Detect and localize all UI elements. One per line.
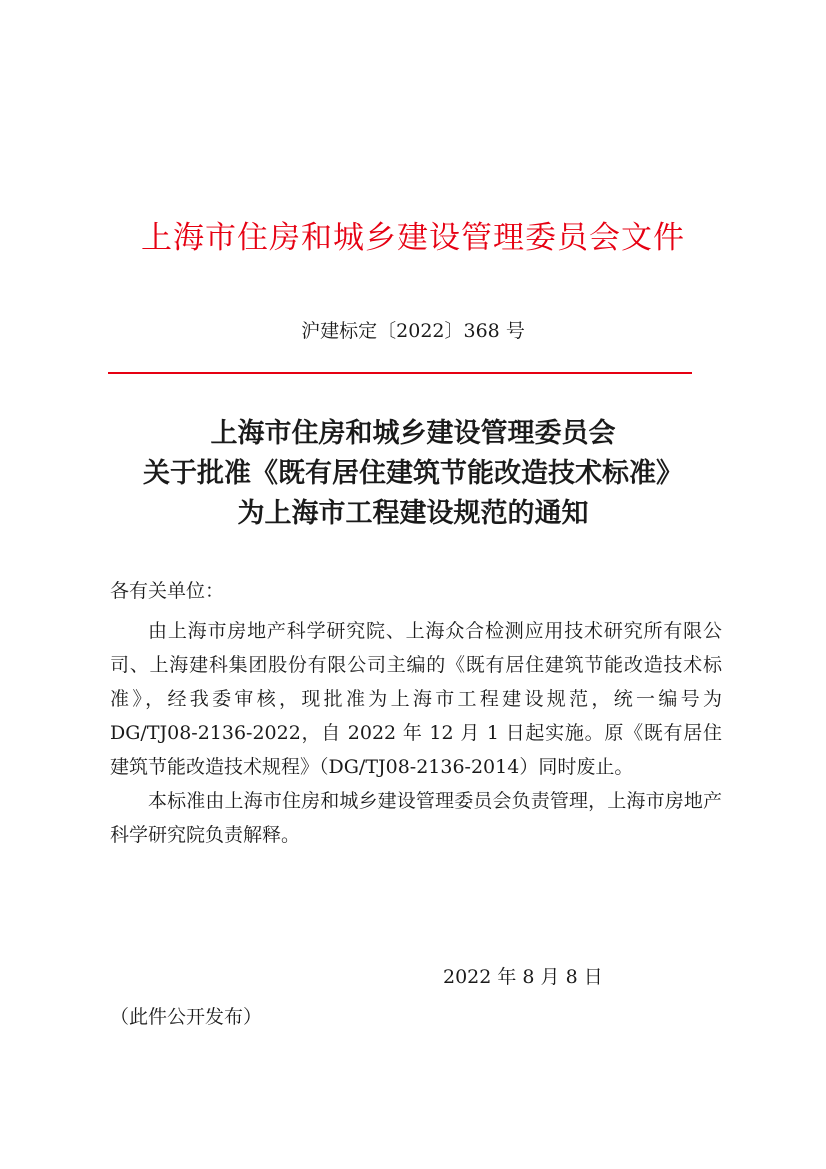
salutation: 各有关单位： xyxy=(110,580,225,602)
body-paragraph-1: 由上海市房地产科学研究院、上海众合检测应用技术研究所有限公司、上海建科集团股份有限公司主编的《既有居住建筑节能改造技术标准》，经我委审核，现批准为上海市工程建设规范，统一编号为 DG/TJ08-2136-2022，自 2022 年 12 月 1 日起实施。原《既有居住建筑节能改造技术规程》（DG/TJ08-2136-2014）同时废止。 xyxy=(110,620,722,778)
document-number: 沪建标定〔2022〕368 号 xyxy=(301,320,525,342)
issuing-authority-header: 上海市住房和城乡建设管理委员会文件 xyxy=(141,220,685,256)
notice-title-line-1: 上海市住房和城乡建设管理委员会 xyxy=(210,418,616,449)
publish-note: （此件公开发布） xyxy=(110,1006,263,1028)
body-paragraph-2: 本标准由上海市住房和城乡建设管理委员会负责管理，上海市房地产科学研究院负责解释。 xyxy=(110,790,722,846)
notice-title-line-3: 为上海市工程建设规范的通知 xyxy=(237,498,589,529)
notice-title xyxy=(0,414,826,534)
issue-date: 2022 年 8 月 8 日 xyxy=(443,966,603,988)
red-divider-line xyxy=(108,372,692,374)
notice-body xyxy=(110,574,722,852)
notice-title-line-2: 关于批准《既有居住建筑节能改造技术标准》 xyxy=(143,458,683,489)
